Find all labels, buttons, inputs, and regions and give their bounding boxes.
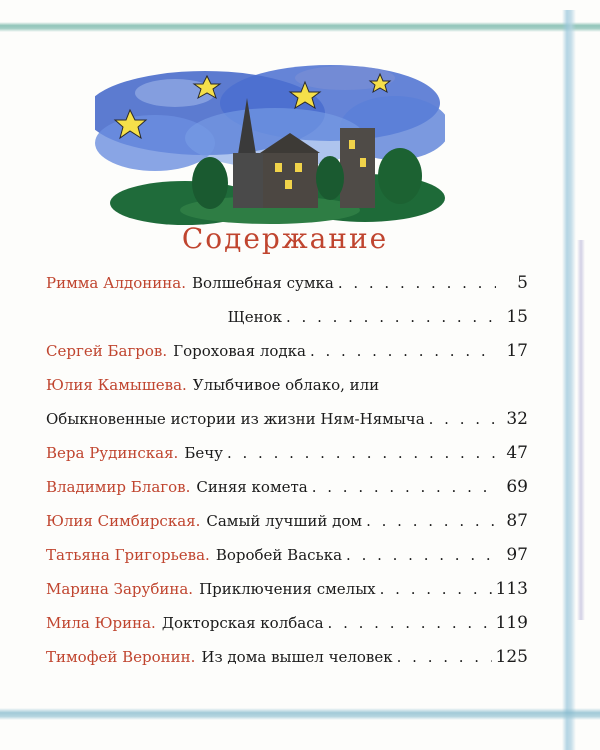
toc-row [46,436,528,470]
toc-title: Волшебная сумка [192,274,334,292]
table-of-contents [46,266,528,674]
toc-row [46,266,528,300]
toc-leader [310,334,496,368]
toc-leader [286,300,496,334]
toc-title: Самый лучший дом [206,512,363,530]
toc-author: Римма Алдонина. [46,274,186,292]
toc-author: Мила Юрина. [46,614,156,632]
toc-author: Татьяна Григорьева. [46,546,210,564]
top-brush-border [0,22,600,32]
toc-leader [366,504,496,538]
toc-row [46,368,528,402]
toc-row [46,538,528,572]
toc-leader [338,266,496,300]
toc-title: Синяя комета [196,478,308,496]
toc-row [46,334,528,368]
toc-title: Улыбчивое облако, или [192,376,380,394]
toc-leader [397,640,492,674]
toc-title: Щенок [227,308,282,326]
toc-leader [380,572,492,606]
toc-row [46,470,528,504]
toc-page: 69 [506,477,528,497]
toc-row [46,504,528,538]
toc-page: 125 [495,647,528,667]
toc-title: Из дома вышел человек [201,648,393,666]
night-town-illustration [95,58,445,228]
toc-page: 32 [506,409,528,429]
toc-row [46,606,528,640]
toc-row [46,640,528,674]
toc-leader [312,470,496,504]
toc-leader [346,538,496,572]
bottom-brush-border [0,708,600,720]
toc-row [46,572,528,606]
toc-page: 97 [506,545,528,565]
toc-leader [227,436,496,470]
toc-page: 87 [506,511,528,531]
toc-page: 47 [506,443,528,463]
toc-page: 113 [495,579,528,599]
toc-page: 15 [506,307,528,327]
page-title: Содержание [181,222,389,255]
right-brush-border [562,10,576,750]
toc-row [46,300,528,334]
toc-title: Воробей Васька [215,546,343,564]
toc-page: 17 [506,341,528,361]
toc-page: 5 [517,273,528,293]
toc-title: Приключения смелых [199,580,376,598]
toc-title: Обыкновенные истории из жизни Ням-Нямыча [46,410,425,428]
toc-author: Юлия Симбирская. [46,512,201,530]
toc-leader [328,606,492,640]
right-brush-accent [577,240,585,620]
toc-author: Вера Рудинская. [46,444,179,462]
toc-title: Гороховая лодка [173,342,306,360]
toc-author: Сергей Багров. [46,342,168,360]
toc-row [46,402,528,436]
toc-author: Марина Зарубина. [46,580,194,598]
toc-page: 119 [495,613,528,633]
toc-title: Докторская колбаса [161,614,324,632]
toc-author: Тимофей Веронин. [46,648,196,666]
toc-author: Юлия Камышева. [46,376,187,394]
toc-title: Бечу [184,444,223,462]
toc-leader [429,402,496,436]
toc-author: Владимир Благов. [46,478,191,496]
